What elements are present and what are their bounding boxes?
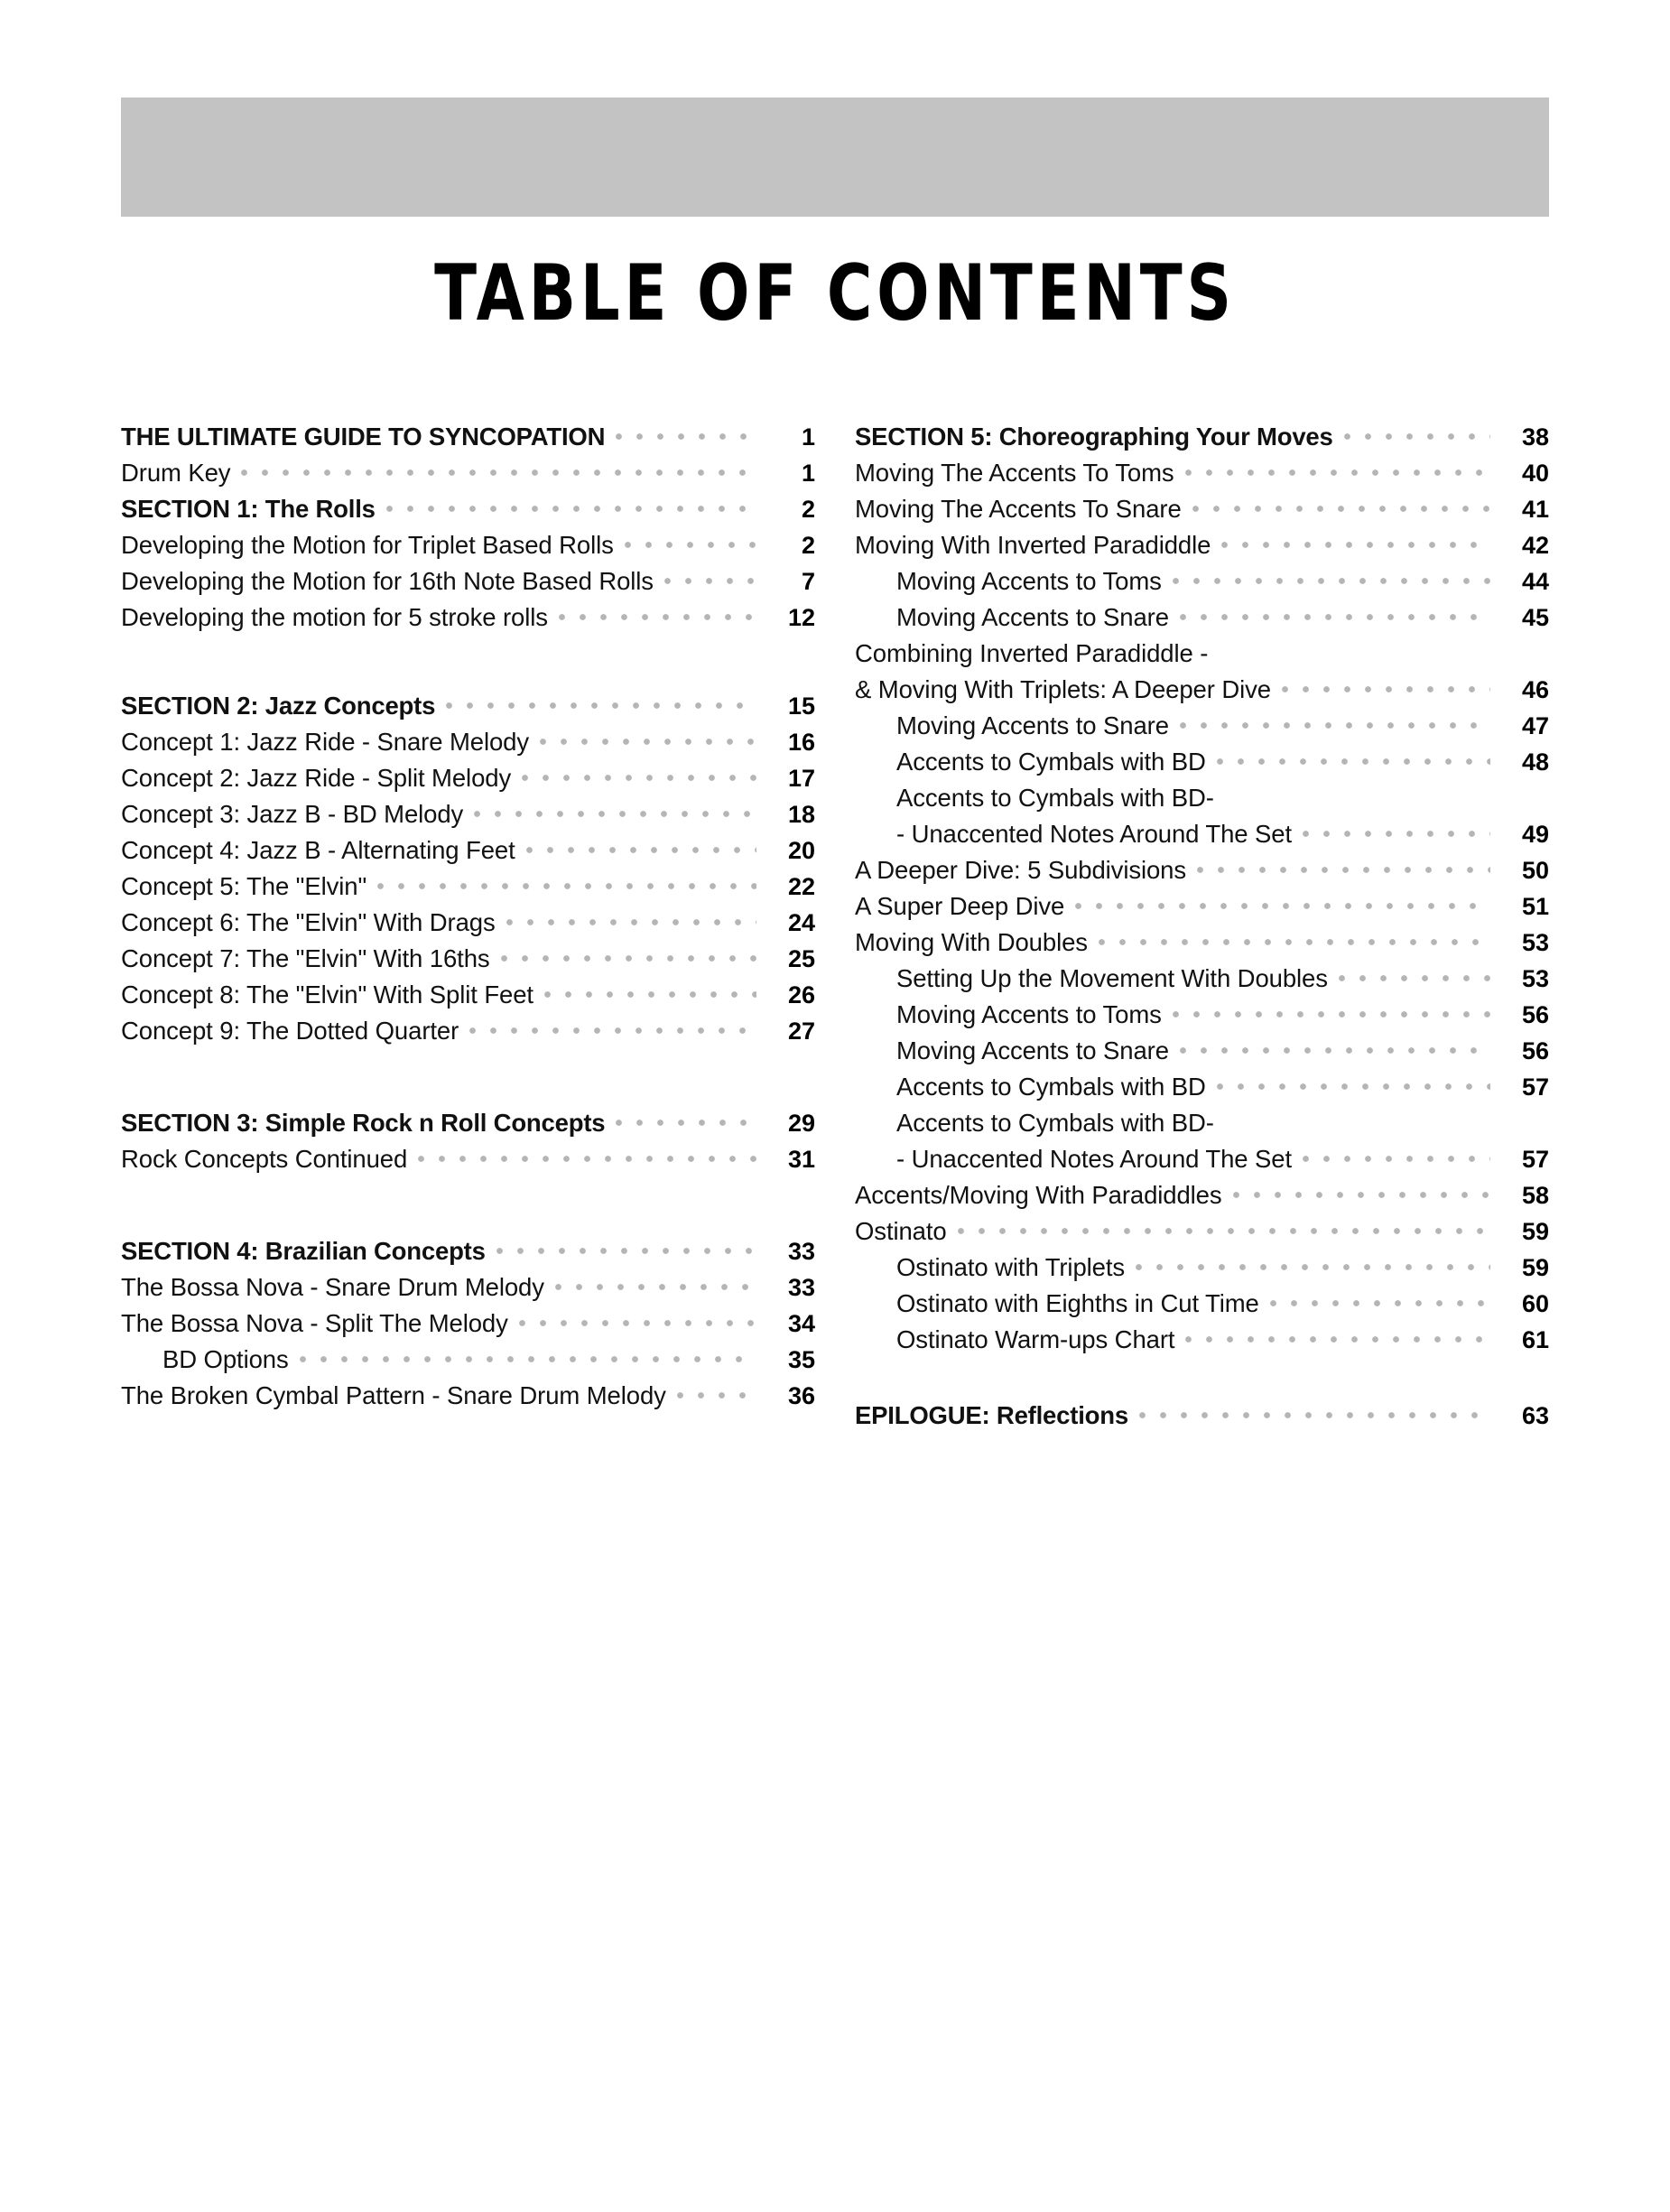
toc-entry-page-number: 44 xyxy=(1521,568,1549,595)
toc-entry[interactable] xyxy=(121,531,815,567)
toc-entry[interactable] xyxy=(855,711,1549,748)
toc-dot-leader xyxy=(1179,613,1490,621)
toc-dot-leader xyxy=(539,738,756,746)
toc-entry[interactable] xyxy=(855,423,1549,459)
toc-entry-page-number: 57 xyxy=(1521,1146,1549,1173)
toc-entry-label: Moving Accents to Snare xyxy=(896,711,1169,739)
header-band xyxy=(121,98,1549,217)
toc-entry[interactable] xyxy=(855,1217,1549,1253)
page-title: TABLE OF CONTENTS xyxy=(434,248,1236,339)
toc-entry[interactable] xyxy=(121,495,815,531)
toc-entry[interactable] xyxy=(855,1000,1549,1036)
toc-entry-page-number: 22 xyxy=(787,873,815,900)
toc-entry[interactable] xyxy=(121,800,815,836)
toc-dot-leader xyxy=(624,541,756,549)
toc-dot-leader xyxy=(500,954,756,962)
toc-entry[interactable] xyxy=(855,964,1549,1000)
toc-entry-label: Ostinato xyxy=(855,1217,947,1245)
toc-entry-label: Accents to Cymbals with BD xyxy=(896,748,1206,776)
toc-entry-label: Concept 1: Jazz Ride - Snare Melody xyxy=(121,728,529,756)
toc-entry-label: Accents/Moving With Paradiddles xyxy=(855,1181,1222,1209)
toc-dot-leader xyxy=(676,1391,756,1399)
toc-columns xyxy=(121,423,1549,1437)
toc-entry-label: Ostinato with Eighths in Cut Time xyxy=(896,1289,1259,1317)
toc-entry-page-number: 33 xyxy=(787,1274,815,1301)
toc-entry-label: Moving Accents to Snare xyxy=(896,603,1169,631)
toc-dot-leader xyxy=(1281,685,1490,693)
toc-entry-page-number: 18 xyxy=(787,801,815,828)
toc-entry-page-number: 31 xyxy=(787,1146,815,1173)
toc-entry-page-number: 49 xyxy=(1521,821,1549,848)
toc-dot-leader xyxy=(1179,1046,1490,1055)
toc-entry-label: Accents to Cymbals with BD- xyxy=(896,1109,1214,1137)
toc-entry-label: A Deeper Dive: 5 Subdivisions xyxy=(855,856,1187,884)
toc-entry[interactable] xyxy=(121,1381,815,1417)
toc-entry-label: The Broken Cymbal Pattern - Snare Drum Melody xyxy=(121,1381,666,1409)
toc-entry-page-number: 7 xyxy=(801,568,815,595)
toc-entry-label: SECTION 1: The Rolls xyxy=(121,495,376,523)
toc-entry[interactable] xyxy=(121,1109,815,1145)
toc-entry-label: - Unaccented Notes Around The Set xyxy=(896,820,1292,848)
toc-entry-page-number: 20 xyxy=(787,837,815,864)
toc-dot-leader xyxy=(1220,541,1490,549)
toc-entry[interactable] xyxy=(855,1073,1549,1109)
toc-entry-label: SECTION 4: Brazilian Concepts xyxy=(121,1237,486,1265)
toc-dot-leader xyxy=(1135,1263,1490,1271)
toc-entry[interactable] xyxy=(121,1017,815,1053)
toc-entry[interactable] xyxy=(855,748,1549,784)
toc-entry-label: SECTION 3: Simple Rock n Roll Concepts xyxy=(121,1109,606,1137)
toc-entry-page-number: 25 xyxy=(787,945,815,972)
toc-dot-leader xyxy=(1224,1119,1490,1127)
toc-dot-leader xyxy=(1302,1155,1490,1163)
toc-dot-leader xyxy=(1138,1411,1490,1419)
toc-entry[interactable] xyxy=(855,1289,1549,1325)
toc-dot-leader xyxy=(1338,974,1490,982)
toc-entry-page-number: 63 xyxy=(1521,1402,1549,1429)
toc-entry-page-number: 24 xyxy=(787,909,815,936)
toc-entry-label: Ostinato Warm-ups Chart xyxy=(896,1325,1175,1353)
toc-entry-page-number: 59 xyxy=(1521,1254,1549,1281)
toc-entry-page-number: 61 xyxy=(1521,1326,1549,1353)
toc-entry-page-number: 50 xyxy=(1521,857,1549,884)
toc-dot-leader xyxy=(1184,1335,1490,1343)
toc-right-column xyxy=(855,423,1549,1437)
toc-entry[interactable] xyxy=(855,531,1549,567)
toc-entry-page-number: 57 xyxy=(1521,1073,1549,1101)
toc-entry-page-number: 27 xyxy=(787,1018,815,1045)
toc-entry[interactable] xyxy=(855,603,1549,639)
toc-left-column xyxy=(121,423,815,1437)
toc-entry[interactable] xyxy=(855,1253,1549,1289)
toc-entry-label: Concept 6: The "Elvin" With Drags xyxy=(121,908,496,936)
toc-entry-label: Ostinato with Triplets xyxy=(896,1253,1126,1281)
toc-dot-leader xyxy=(554,1283,756,1291)
toc-entry-label: THE ULTIMATE GUIDE TO SYNCOPATION xyxy=(121,423,606,451)
toc-entry[interactable] xyxy=(855,1109,1549,1145)
toc-entry[interactable] xyxy=(855,820,1549,856)
toc-dot-leader xyxy=(543,990,756,999)
toc-entry-page-number: 16 xyxy=(787,729,815,756)
toc-dot-leader xyxy=(1216,757,1490,766)
toc-entry-page-number: 42 xyxy=(1521,532,1549,559)
toc-entry-label: Concept 9: The Dotted Quarter xyxy=(121,1017,459,1045)
toc-dot-leader xyxy=(663,577,756,585)
toc-entry-label: Developing the Motion for Triplet Based Rolls xyxy=(121,531,614,559)
toc-entry[interactable] xyxy=(855,856,1549,892)
toc-dot-leader xyxy=(1098,938,1490,946)
toc-dot-leader xyxy=(957,1227,1490,1235)
toc-entry[interactable] xyxy=(121,1345,815,1381)
toc-dot-leader xyxy=(240,469,756,477)
toc-entry[interactable] xyxy=(855,675,1549,711)
toc-entry-page-number: 53 xyxy=(1521,929,1549,956)
toc-dot-leader xyxy=(469,1027,756,1035)
toc-entry[interactable] xyxy=(121,908,815,944)
toc-entry-page-number: 34 xyxy=(787,1310,815,1337)
toc-entry[interactable] xyxy=(121,764,815,800)
toc-entry-page-number: 2 xyxy=(801,532,815,559)
toc-entry[interactable] xyxy=(855,639,1549,675)
toc-dot-leader xyxy=(558,613,756,621)
toc-entry-label: Concept 2: Jazz Ride - Split Melody xyxy=(121,764,512,792)
toc-entry-page-number: 36 xyxy=(787,1382,815,1409)
toc-entry[interactable] xyxy=(855,784,1549,820)
toc-dot-leader xyxy=(1269,1299,1490,1307)
toc-entry-label: Setting Up the Movement With Doubles xyxy=(896,964,1328,992)
toc-dot-leader xyxy=(1179,721,1490,730)
toc-entry[interactable] xyxy=(855,1145,1549,1181)
toc-entry-page-number: 41 xyxy=(1521,496,1549,523)
toc-entry-page-number: 1 xyxy=(801,423,815,451)
toc-entry-page-number: 1 xyxy=(801,460,815,487)
toc-entry-label: Combining Inverted Paradiddle - xyxy=(855,639,1209,667)
toc-dot-leader xyxy=(1074,902,1490,910)
toc-entry-page-number: 46 xyxy=(1521,676,1549,703)
toc-entry-page-number: 60 xyxy=(1521,1290,1549,1317)
toc-dot-leader xyxy=(1172,1010,1490,1018)
toc-entry-page-number: 17 xyxy=(787,765,815,792)
toc-entry-page-number: 51 xyxy=(1521,893,1549,920)
toc-entry-label: Moving Accents to Toms xyxy=(896,1000,1162,1028)
toc-entry-label: Developing the motion for 5 stroke rolls xyxy=(121,603,548,631)
toc-entry[interactable] xyxy=(121,1145,815,1181)
toc-entry-label: Developing the Motion for 16th Note Based Rolls xyxy=(121,567,654,595)
toc-entry-page-number: 35 xyxy=(787,1346,815,1373)
toc-entry[interactable] xyxy=(855,1036,1549,1073)
toc-dot-leader xyxy=(615,1119,756,1127)
toc-entry-label: Rock Concepts Continued xyxy=(121,1145,408,1173)
toc-dot-leader xyxy=(1218,649,1490,657)
toc-dot-leader xyxy=(417,1155,756,1163)
toc-entry-label: A Super Deep Dive xyxy=(855,892,1065,920)
toc-entry-page-number: 56 xyxy=(1521,1001,1549,1028)
toc-dot-leader xyxy=(525,846,756,854)
toc-entry-label: Moving Accents to Toms xyxy=(896,567,1162,595)
toc-entry[interactable] xyxy=(121,603,815,639)
toc-entry-label: Moving The Accents To Snare xyxy=(855,495,1182,523)
section-spacer xyxy=(855,1362,1549,1401)
toc-entry-page-number: 33 xyxy=(787,1238,815,1265)
toc-entry[interactable] xyxy=(121,944,815,981)
toc-entry-page-number: 45 xyxy=(1521,604,1549,631)
toc-entry[interactable] xyxy=(121,1309,815,1345)
toc-entry-label: - Unaccented Notes Around The Set xyxy=(896,1145,1292,1173)
section-spacer xyxy=(121,1053,815,1109)
toc-dot-leader xyxy=(299,1355,756,1363)
toc-dot-leader xyxy=(1302,830,1490,838)
toc-dot-leader xyxy=(1172,577,1490,585)
toc-entry-page-number: 58 xyxy=(1521,1182,1549,1209)
toc-entry[interactable] xyxy=(855,495,1549,531)
toc-dot-leader xyxy=(1232,1191,1490,1199)
toc-dot-leader xyxy=(1184,469,1490,477)
toc-entry[interactable] xyxy=(855,567,1549,603)
toc-entry-page-number: 2 xyxy=(801,496,815,523)
toc-entry[interactable] xyxy=(121,872,815,908)
toc-entry-label: Concept 5: The "Elvin" xyxy=(121,872,367,900)
toc-entry[interactable] xyxy=(121,692,815,728)
toc-entry-page-number: 15 xyxy=(787,692,815,720)
toc-dot-leader xyxy=(518,1319,756,1327)
toc-dot-leader xyxy=(376,882,756,890)
toc-entry-label: The Bossa Nova - Split The Melody xyxy=(121,1309,508,1337)
toc-entry[interactable] xyxy=(121,981,815,1017)
toc-entry-page-number: 53 xyxy=(1521,965,1549,992)
toc-entry-label: Accents to Cymbals with BD- xyxy=(896,784,1214,812)
toc-entry[interactable] xyxy=(855,892,1549,928)
toc-entry[interactable] xyxy=(121,1237,815,1273)
toc-entry[interactable] xyxy=(121,423,815,459)
toc-entry-page-number: 48 xyxy=(1521,748,1549,776)
toc-entry-page-number: 56 xyxy=(1521,1037,1549,1064)
toc-entry[interactable] xyxy=(855,1181,1549,1217)
toc-entry-page-number: 26 xyxy=(787,981,815,1008)
toc-dot-leader xyxy=(445,702,756,710)
toc-entry-page-number: 47 xyxy=(1521,712,1549,739)
toc-entry-label: Moving With Doubles xyxy=(855,928,1088,956)
toc-entry-label: SECTION 5: Choreographing Your Moves xyxy=(855,423,1333,451)
toc-entry[interactable] xyxy=(121,567,815,603)
toc-dot-leader xyxy=(473,810,756,818)
toc-dot-leader xyxy=(1196,866,1490,874)
toc-entry-page-number: 40 xyxy=(1521,460,1549,487)
toc-entry-page-number: 38 xyxy=(1521,423,1549,451)
section-spacer xyxy=(121,639,815,692)
toc-entry[interactable] xyxy=(121,728,815,764)
toc-entry[interactable] xyxy=(855,928,1549,964)
toc-entry-label: Accents to Cymbals with BD xyxy=(896,1073,1206,1101)
toc-entry[interactable] xyxy=(855,459,1549,495)
toc-dot-leader xyxy=(1343,432,1490,441)
toc-entry-label: Moving Accents to Snare xyxy=(896,1036,1169,1064)
toc-entry-label: Concept 7: The "Elvin" With 16ths xyxy=(121,944,490,972)
toc-dot-leader xyxy=(1216,1083,1490,1091)
toc-entry[interactable] xyxy=(855,1401,1549,1437)
toc-entry[interactable] xyxy=(121,459,815,495)
section-spacer xyxy=(121,1181,815,1237)
toc-dot-leader xyxy=(615,432,756,441)
toc-entry-label: Concept 8: The "Elvin" With Split Feet xyxy=(121,981,533,1008)
toc-entry[interactable] xyxy=(855,1325,1549,1362)
toc-dot-leader xyxy=(521,774,756,782)
toc-entry-label: & Moving With Triplets: A Deeper Dive xyxy=(855,675,1271,703)
toc-entry-label: SECTION 2: Jazz Concepts xyxy=(121,692,436,720)
toc-entry-label: Drum Key xyxy=(121,459,231,487)
toc-entry-label: Moving With Inverted Paradiddle xyxy=(855,531,1211,559)
toc-dot-leader xyxy=(385,505,756,513)
toc-entry-page-number: 12 xyxy=(787,604,815,631)
toc-entry[interactable] xyxy=(121,836,815,872)
toc-entry-label: Concept 3: Jazz B - BD Melody xyxy=(121,800,464,828)
toc-entry-label: EPILOGUE: Reflections xyxy=(855,1401,1128,1429)
toc-entry-page-number: 59 xyxy=(1521,1218,1549,1245)
toc-entry-label: Concept 4: Jazz B - Alternating Feet xyxy=(121,836,515,864)
toc-dot-leader xyxy=(1192,505,1490,513)
toc-dot-leader xyxy=(1224,794,1490,802)
toc-dot-leader xyxy=(506,918,756,926)
toc-dot-leader xyxy=(496,1247,756,1255)
toc-entry[interactable] xyxy=(121,1273,815,1309)
toc-entry-label: Moving The Accents To Toms xyxy=(855,459,1174,487)
toc-entry-page-number: 29 xyxy=(787,1110,815,1137)
toc-entry-label: The Bossa Nova - Snare Drum Melody xyxy=(121,1273,544,1301)
toc-entry-label: BD Options xyxy=(162,1345,289,1373)
